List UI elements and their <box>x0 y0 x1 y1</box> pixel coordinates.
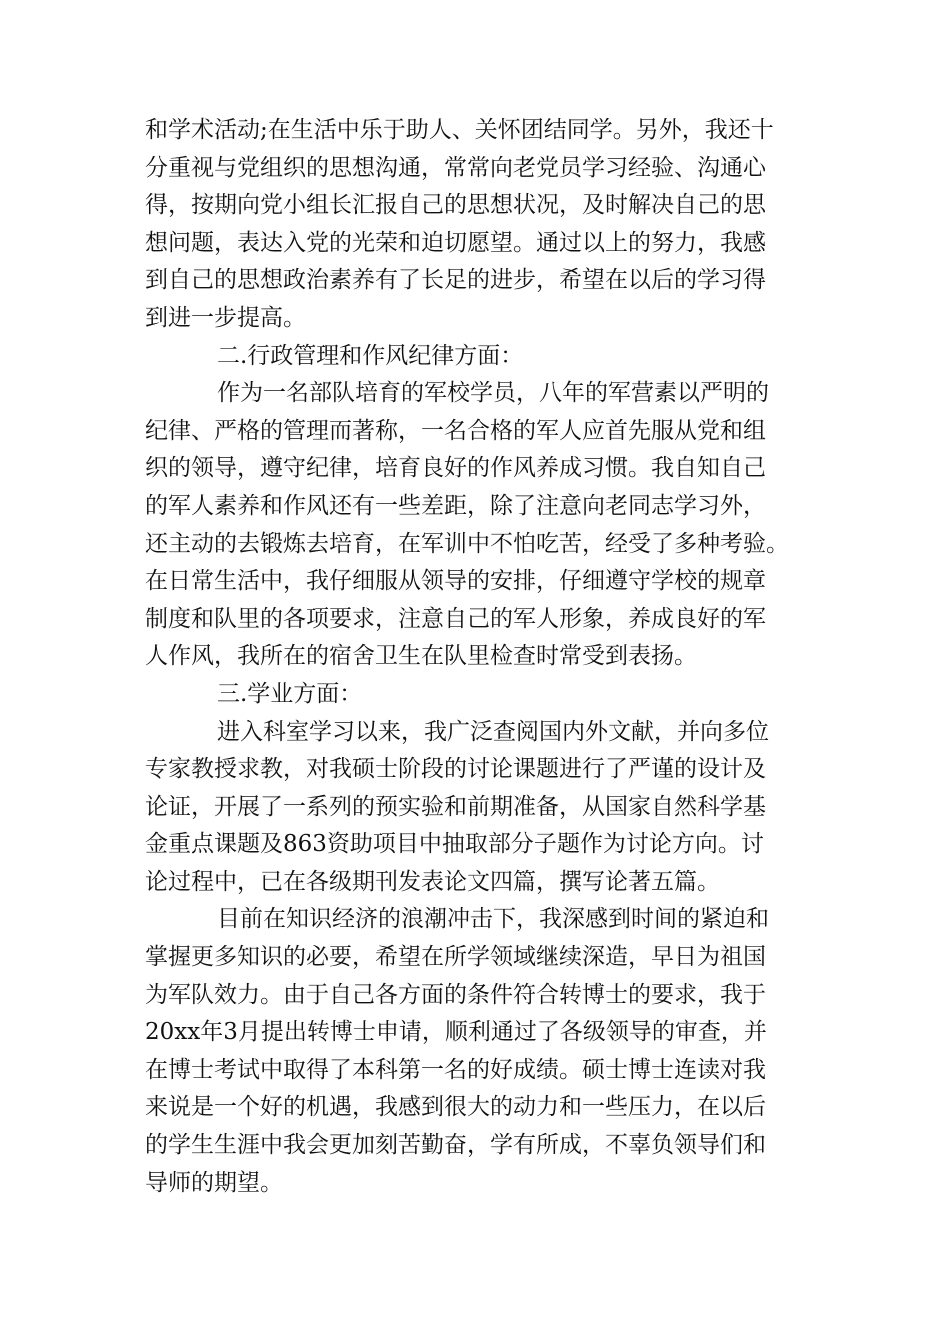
text-line: 分重视与党组织的思想沟通，常常向老党员学习经验、沟通心 <box>145 154 766 181</box>
section-heading: 三.学业方面： <box>217 680 363 707</box>
text-line: 制度和队里的各项要求，注意自己的军人形象，养成良好的军 <box>145 605 766 632</box>
section-heading: 二.行政管理和作风纪律方面： <box>217 342 524 369</box>
text-line: 想问题，表达入党的光荣和迫切愿望。通过以上的努力，我感 <box>145 229 766 256</box>
text-line: 得，按期向党小组长汇报自己的思想状况，及时解决自己的思 <box>145 192 766 219</box>
text-line: 纪律、严格的管理而著称，一名合格的军人应首先服从党和组 <box>145 417 766 444</box>
text-line: 还主动的去锻炼去培育，在军训中不怕吃苦，经受了多种考验。 <box>145 530 789 557</box>
text-line: 金重点课题及863资助项目中抽取部分子题作为讨论方向。讨 <box>145 831 764 858</box>
text-line: 的学生生涯中我会更加刻苦勤奋，学有所成，不辜负领导们和 <box>145 1132 766 1159</box>
text-line: 来说是一个好的机遇，我感到很大的动力和一些压力，在以后 <box>145 1094 766 1121</box>
text-line: 织的领导，遵守纪律，培育良好的作风养成习惯。我自知自己 <box>145 455 766 482</box>
text-line: 和学术活动;在生活中乐于助人、关怀团结同学。另外，我还十 <box>145 117 774 143</box>
text-line: 到自己的思想政治素养有了长足的进步，希望在以后的学习得 <box>145 267 766 294</box>
text-line: 目前在知识经济的浪潮冲击下，我深感到时间的紧迫和 <box>217 906 769 933</box>
document-body <box>145 112 805 1202</box>
text-line: 20xx年3月提出转博士申请，顺利通过了各级领导的审查，并 <box>145 1019 767 1046</box>
text-line: 论证，开展了一系列的预实验和前期准备，从国家自然科学基 <box>145 793 766 820</box>
text-line: 为军队效力。由于自己各方面的条件符合转博士的要求，我于 <box>145 981 766 1008</box>
text-line: 在日常生活中，我仔细服从领导的安排，仔细遵守学校的规章 <box>145 568 766 595</box>
text-line: 的军人素养和作风还有一些差距，除了注意向老同志学习外， <box>145 492 766 519</box>
text-line: 到进一步提高。 <box>145 304 306 331</box>
text-line: 作为一名部队培育的军校学员，八年的军营素以严明的 <box>217 380 769 407</box>
text-line: 论过程中，已在各级期刊发表论文四篇，撰写论著五篇。 <box>145 868 720 895</box>
text-line: 导师的期望。 <box>145 1169 283 1196</box>
text-line: 进入科室学习以来，我广泛查阅国内外文献，并向多位 <box>217 718 769 745</box>
text-line: 人作风，我所在的宿舍卫生在队里检查时常受到表扬。 <box>145 643 697 670</box>
text-line: 掌握更多知识的必要，希望在所学领域继续深造，早日为祖国 <box>145 944 766 971</box>
text-line: 在博士考试中取得了本科第一名的好成绩。硕士博士连读对我 <box>145 1056 766 1083</box>
text-line: 专家教授求教，对我硕士阶段的讨论课题进行了严谨的设计及 <box>145 756 766 783</box>
